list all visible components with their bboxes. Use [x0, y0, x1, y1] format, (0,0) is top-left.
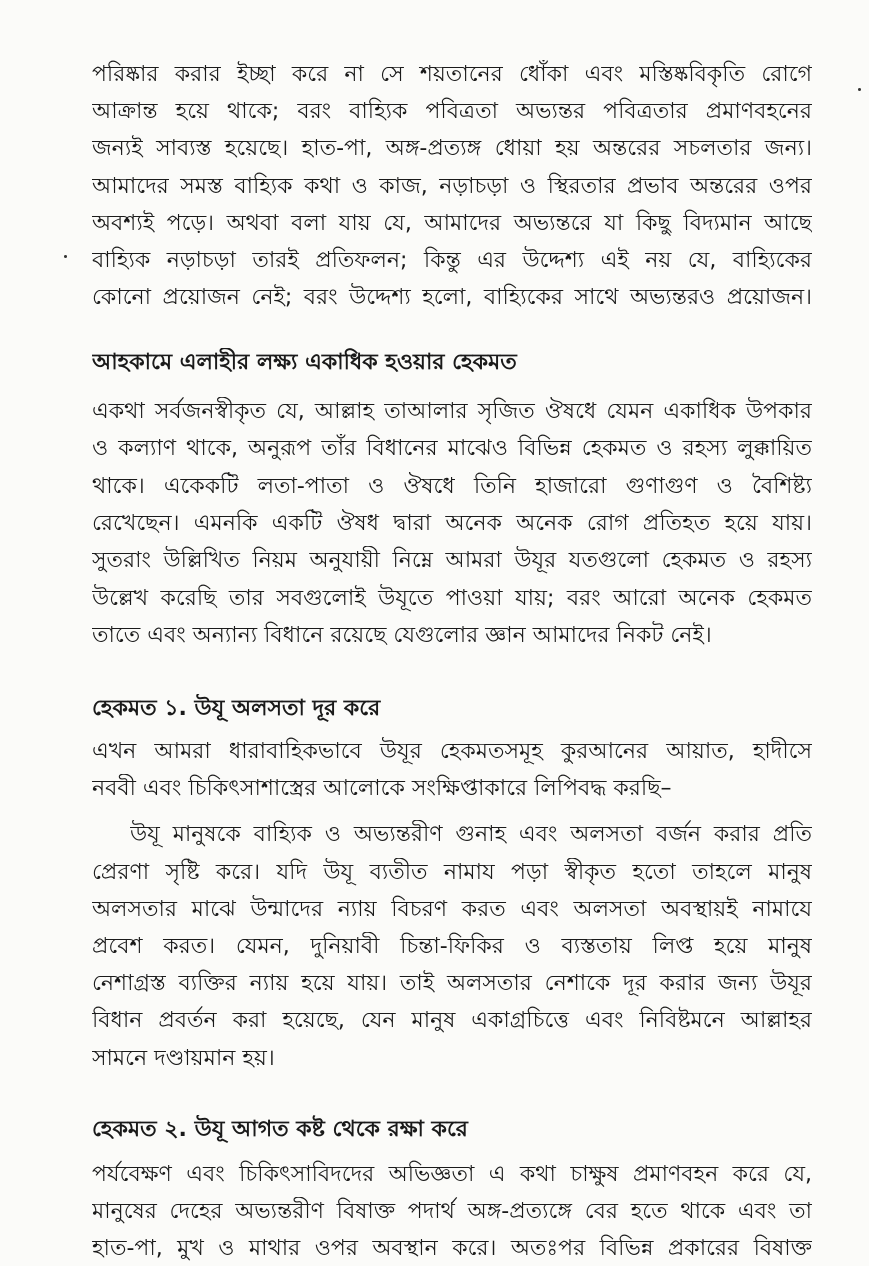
text-line: সামনে দণ্ডায়মান হয়। [92, 1046, 275, 1071]
text-line: বাহ্যিক নড়াচড়া তারই প্রতিফলন; কিন্তু এর উদ্দেশ্য এই নয় যে, বাহ্যিকের [92, 248, 812, 273]
text-line: জন্যই সাব্যস্ত হয়েছে। হাত-পা, অঙ্গ-প্রত্যঙ্গ ধোয়া হয় অন্তরের সচলতার জন্য। [92, 136, 812, 161]
text-line: উযূ মানুষকে বাহ্যিক ও অভ্যন্তরীণ গুনাহ এবং অলসতা বর্জন করার প্রতি [130, 822, 812, 847]
text-line: অবশ্যই পড়ে। অথবা বলা যায় যে, আমাদের অভ্যন্তরে যা কিছু বিদ্যমান আছে [92, 211, 812, 236]
text-line: আক্রান্ত হয়ে থাকে; বরং বাহ্যিক পবিত্রতা অভ্যন্তর পবিত্রতার প্রমাণবহনের [92, 99, 812, 124]
text-line: নববী এবং চিকিৎসাশাস্ত্রের আলোকে সংক্ষিপ্তাকারে লিপিবদ্ধ করছি– [92, 776, 672, 801]
section-heading: হেকমত ১. উযূ অলসতা দূর করে [92, 696, 381, 721]
text-line: প্রবেশ করত। যেমন, দুনিয়াবী চিন্তা-ফিকির ও ব্যস্ততায় লিপ্ত হয়ে মানুষ [92, 934, 812, 959]
text-line: মানুষের দেহের অভ্যন্তরীণ বিষাক্ত পদার্থ অঙ্গ-প্রত্যঙ্গে বের হতে থাকে এবং তা [92, 1199, 812, 1224]
text-line: বিধান প্রবর্তন করা হয়েছে, যেন মানুষ একাগ্রচিত্তে এবং নিবিষ্টমনে আল্লাহর [92, 1008, 812, 1033]
text-line: উল্লেখ করেছি তার সবগুলোই উযূতে পাওয়া যায়; বরং আরো অনেক হেকমত [92, 586, 812, 611]
scan-speck [64, 255, 67, 258]
text-line: নেশাগ্রস্ত ব্যক্তির ন্যায় হয়ে যায়। তাই অলসতার নেশাকে দূর করার জন্য উযূর [92, 971, 812, 996]
section-heading: হেকমত ২. উযূ আগত কষ্ট থেকে রক্ষা করে [92, 1117, 468, 1142]
text-line: কোনো প্রয়োজন নেই; বরং উদ্দেশ্য হলো, বাহ্যিকের সাথে অভ্যন্তরও প্রয়োজন। [92, 285, 812, 310]
text-line: প্রেরণা সৃষ্টি করে। যদি উযূ ব্যতীত নামায পড়া স্বীকৃত হতো তাহলে মানুষ [92, 860, 812, 885]
text-line: তাতে এবং অন্যান্য বিধানে রয়েছে যেগুলোর জ্ঞান আমাদের নিকট নেই। [92, 623, 712, 648]
text-line: রেখেছেন। এমনকি একটি ঔষধ দ্বারা অনেক অনেক রোগ প্রতিহত হয়ে যায়। [92, 511, 812, 536]
text-line: হাত-পা, মুখ ও মাথার ওপর অবস্থান করে। অতঃপর বিভিন্ন প্রকারের বিষাক্ত [92, 1236, 812, 1261]
text-line: পরিষ্কার করার ইচ্ছা করে না সে শয়তানের ধোঁকা এবং মস্তিষ্কবিকৃতি রোগে [92, 62, 812, 87]
text-line: থাকে। একেকটি লতা-পাতা ও ঔষধে তিনি হাজারো গুণাগুণ ও বৈশিষ্ট্য [92, 474, 812, 499]
text-line: অলসতার মাঝে উন্মাদের ন্যায় বিচরণ করত এবং অলসতা অবস্থায়ই নামাযে [92, 897, 812, 922]
text-line: পর্যবেক্ষণ এবং চিকিৎসাবিদদের অভিজ্ঞতা এ কথা চাক্ষুষ প্রমাণবহন করে যে, [92, 1162, 812, 1187]
scan-speck [858, 88, 861, 91]
text-line: ও কল্যাণ থাকে, অনুরূপ তাঁর বিধানের মাঝেও বিভিন্ন হেকমত ও রহস্য লুক্কায়িত [92, 436, 812, 461]
text-line: একথা সর্বজনস্বীকৃত যে, আল্লাহ তাআলার সৃজিত ঔষধে যেমন একাধিক উপকার [92, 399, 812, 424]
text-line: আমাদের সমস্ত বাহ্যিক কথা ও কাজ, নড়াচড়া ও স্থিরতার প্রভাব অন্তরের ওপর [92, 174, 812, 199]
text-line: এখন আমরা ধারাবাহিকভাবে উযূর হেকমতসমূহ কুরআনের আয়াত, হাদীসে [92, 739, 812, 764]
text-line: সুতরাং উল্লিখিত নিয়ম অনুযায়ী নিম্নে আমরা উযূর যতগুলো হেকমত ও রহস্য [92, 548, 812, 573]
section-heading: আহকামে এলাহীর লক্ষ্য একাধিক হওয়ার হেকমত [92, 350, 517, 375]
